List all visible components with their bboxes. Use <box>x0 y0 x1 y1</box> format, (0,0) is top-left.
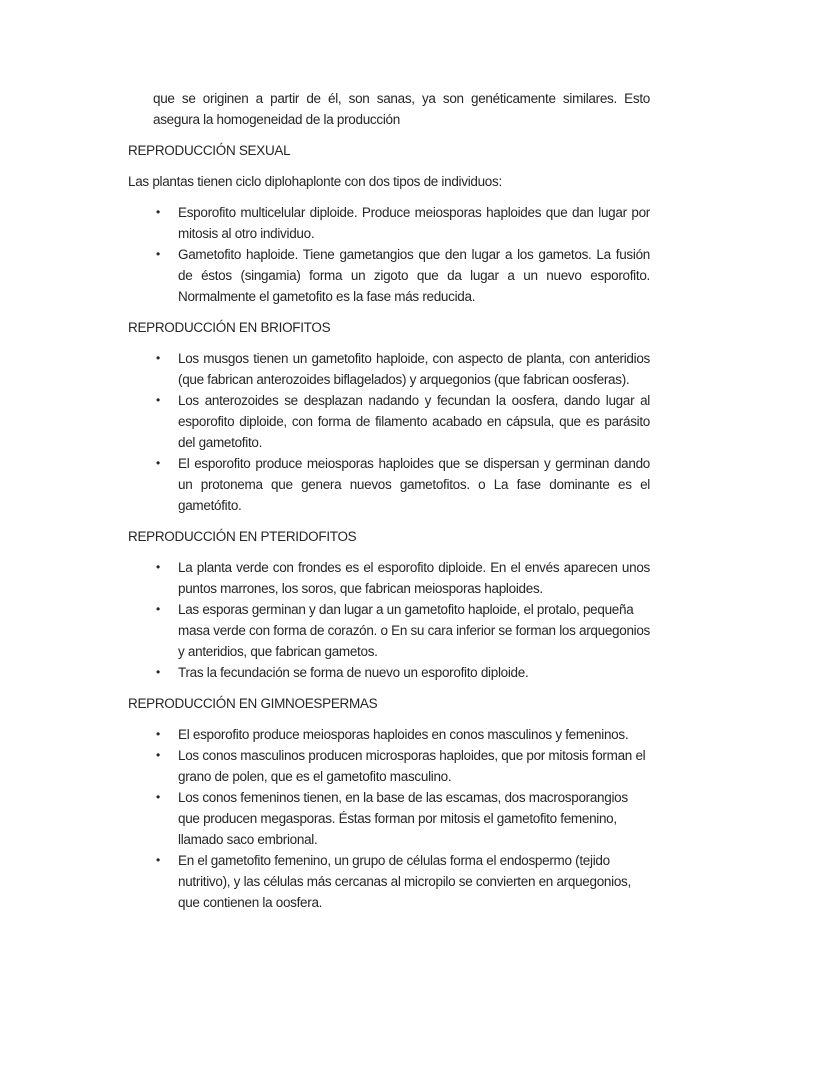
bullet-item <box>128 557 650 599</box>
bullet-item <box>128 724 650 745</box>
bullet-icon: • <box>156 727 160 741</box>
bullet-icon: • <box>156 602 160 616</box>
bullet-text: El esporofito produce meiosporas haploides que se dispersan y germinan dando un protonema que genera nuevos gametofitos. o La fase dominante es el gametófito. <box>178 456 650 513</box>
bullet-icon: • <box>156 205 160 219</box>
bullet-icon: • <box>156 247 160 261</box>
bullet-item <box>128 787 650 850</box>
bullet-list-gimnoespermas <box>128 724 650 913</box>
bullet-item <box>128 453 650 516</box>
section-heading-reproduccion-gimnoespermas: REPRODUCCIÓN EN GIMNOESPERMAS <box>128 696 378 711</box>
section-heading-reproduccion-briofitos: REPRODUCCIÓN EN BRIOFITOS <box>128 320 331 335</box>
bullet-text: Esporofito multicelular diploide. Produce meiosporas haploides que dan lugar por mitosis al otro individuo. <box>178 205 650 241</box>
bullet-item <box>128 745 650 787</box>
bullet-item <box>128 348 650 390</box>
bullet-item <box>128 244 650 307</box>
section-heading-reproduccion-sexual: REPRODUCCIÓN SEXUAL <box>128 143 291 158</box>
bullet-text: Los conos masculinos producen microsporas haploides, que por mitosis forman el grano de polen, que es el gametofito masculino. <box>178 748 646 784</box>
bullet-icon: • <box>156 456 160 470</box>
bullet-item <box>128 850 650 913</box>
bullet-icon: • <box>156 853 160 867</box>
bullet-item <box>128 662 650 683</box>
bullet-list-reproduccion-sexual <box>128 202 650 307</box>
bullet-icon: • <box>156 665 160 679</box>
intro-paragraph: que se originen a partir de él, son sanas, ya son genéticamente similares. Esto asegura la homogeneidad de la producción <box>153 91 650 127</box>
bullet-text: Las esporas germinan y dan lugar a un gametofito haploide, el protalo, pequeña masa verde con forma de corazón. o En su cara inferior se forman los arquegonios y anteridios, que fabrican gametos. <box>178 602 651 659</box>
bullet-text: Tras la fecundación se forma de nuevo un esporofito diploide. <box>178 665 529 680</box>
bullet-item <box>128 202 650 244</box>
bullet-item <box>128 599 650 662</box>
bullet-text: La planta verde con frondes es el esporofito diploide. En el envés aparecen unos puntos marrones, los soros, que fabrican meiosporas haploides. <box>178 560 650 596</box>
bullet-icon: • <box>156 393 160 407</box>
bullet-text: Los anterozoides se desplazan nadando y fecundan la oosfera, dando lugar al esporofito diploide, con forma de filamento acabado en cápsula, que es parásito del gametofito. <box>178 393 650 450</box>
bullet-text: Los conos femeninos tienen, en la base de las escamas, dos macrosporangios que producen megasporas. Éstas forman por mitosis el gametofito femenino, llamado saco embrional. <box>178 790 628 847</box>
bullet-icon: • <box>156 560 160 574</box>
bullet-list-pteridofitos <box>128 557 650 683</box>
bullet-icon: • <box>156 351 160 365</box>
lead-paragraph: Las plantas tienen ciclo diplohaplonte con dos tipos de individuos: <box>128 174 502 189</box>
bullet-item <box>128 390 650 453</box>
section-heading-reproduccion-pteridofitos: REPRODUCCIÓN EN PTERIDOFITOS <box>128 529 357 544</box>
bullet-list-briofitos <box>128 348 650 516</box>
bullet-icon: • <box>156 790 160 804</box>
bullet-text: En el gametofito femenino, un grupo de células forma el endospermo (tejido nutritivo), y las células más cercanas al micropilo se convierten en arquegonios, que contienen la oosfera. <box>178 853 631 910</box>
bullet-icon: • <box>156 748 160 762</box>
bullet-text: El esporofito produce meiosporas haploides en conos masculinos y femeninos. <box>178 727 629 742</box>
bullet-text: Los musgos tienen un gametofito haploide, con aspecto de planta, con anteridios (que fabrican anterozoides biflagelados) y arquegonios (que fabrican oosferas). <box>178 351 650 387</box>
bullet-text: Gametofito haploide. Tiene gametangios que den lugar a los gametos. La fusión de éstos (singamia) forma un zigoto que da lugar a un nuevo esporofito. Normalmente el gametofito es la fase más reducida. <box>178 247 650 304</box>
